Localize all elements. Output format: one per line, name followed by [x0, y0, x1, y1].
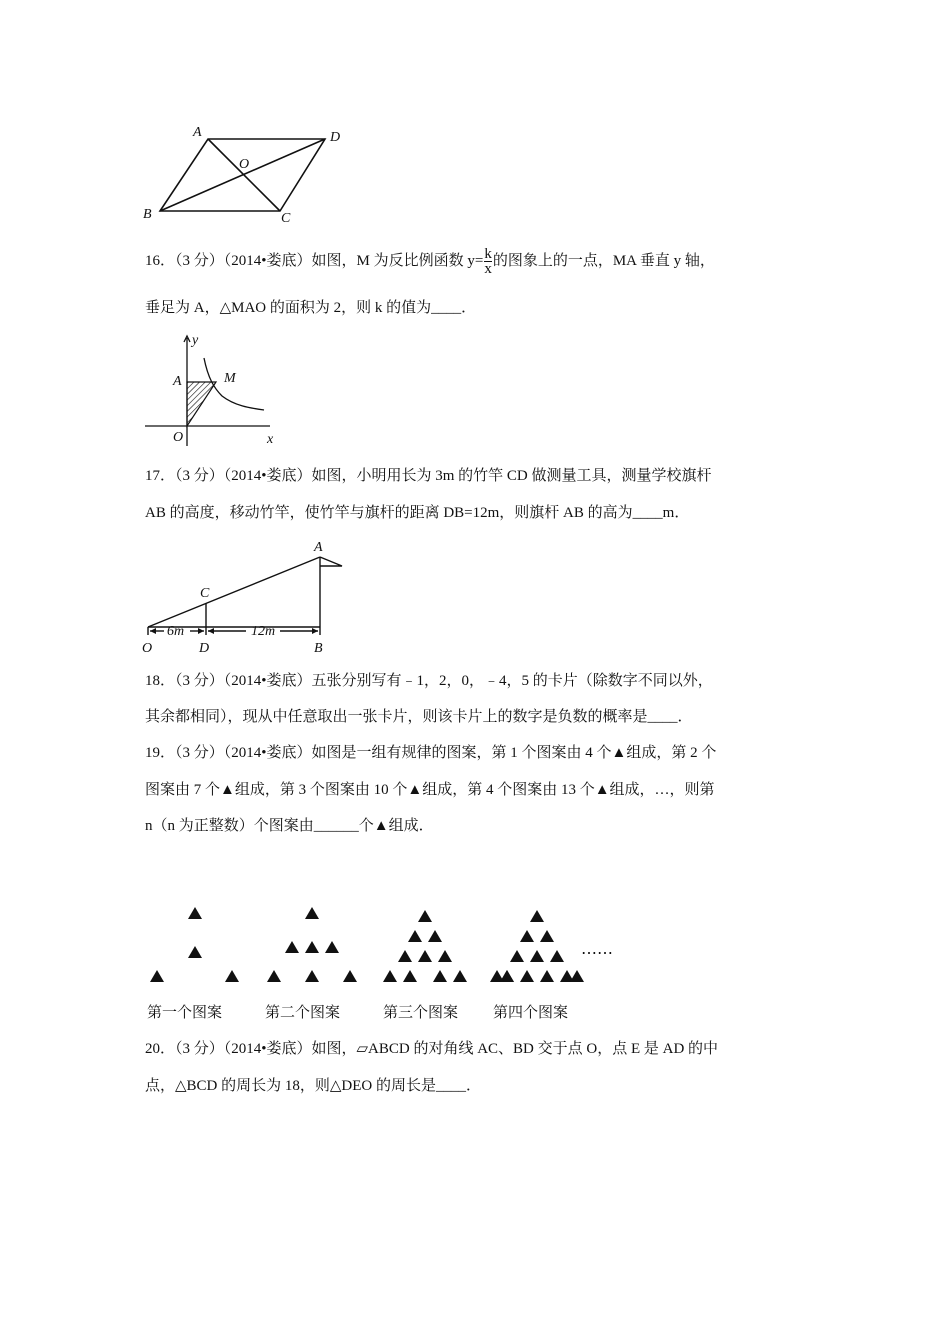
label-a: A	[314, 540, 323, 555]
q17-line2: AB 的高度，移动竹竿，使竹竿与旗杆的距离 DB=12m，则旗杆 AB 的高为____m．	[145, 505, 690, 521]
answer-blank: ____	[436, 1078, 466, 1094]
triangle-patterns-figure	[140, 900, 640, 992]
triangle-mark	[305, 907, 319, 919]
triangle-mark	[540, 930, 554, 942]
triangle-mark	[285, 941, 299, 953]
triangle-mark	[530, 910, 544, 922]
triangle-mark	[490, 970, 504, 982]
answer-blank: ____	[431, 300, 462, 316]
caption-pattern-1: 第一个图案	[147, 1003, 223, 1021]
q18-line1: 18．（3 分）（2014•娄底）五张分别写有﹣1，2，0，﹣4，5 的卡片（除数字不同以外，	[145, 673, 713, 689]
q17-line1: 17．（3 分）（2014•娄底）如图，小明用长为 3m 的竹竿 CD 做测量工具，测量学校旗杆	[145, 468, 712, 484]
q18-line2: 其余都相同），现从中任意取出一张卡片，则该卡片上的数字是负数的概率是____．	[145, 709, 693, 725]
label-c: C	[281, 211, 291, 226]
q19-line1: 19．（3 分）（2014•娄底）如图是一组有规律的图案，第 1 个图案由 4 个▲组成，第 2 个	[145, 745, 717, 761]
triangle-mark	[418, 950, 432, 962]
label-c: C	[200, 586, 210, 601]
triangle-mark	[433, 970, 447, 982]
triangle-mark	[188, 946, 202, 958]
label-b: B	[314, 641, 323, 656]
pattern-1	[150, 907, 239, 982]
label-d: D	[330, 130, 341, 145]
pattern-2	[267, 907, 357, 982]
triangle-mark	[428, 930, 442, 942]
label-12m: 12m	[251, 624, 276, 639]
triangle-mark	[540, 970, 554, 982]
triangle-mark	[418, 910, 432, 922]
triangle-mark	[305, 941, 319, 953]
sight-line	[148, 557, 320, 627]
caption-pattern-4: 第四个图案	[493, 1003, 569, 1021]
triangle-mark	[150, 970, 164, 982]
pattern-4	[490, 910, 584, 982]
label-y: y	[192, 333, 199, 348]
label-o: O	[142, 641, 153, 656]
label-o: O	[173, 430, 184, 445]
pattern-3	[383, 910, 467, 982]
triangle-mark	[570, 970, 584, 982]
q20-line1: 20．（3 分）（2014•娄底）如图，▱ABCD 的对角线 AC、BD 交于点 O，点 E 是 AD 的中	[145, 1041, 719, 1057]
answer-blank: ____	[647, 709, 678, 725]
triangle-mark	[520, 970, 534, 982]
triangle-mark	[530, 950, 544, 962]
triangle-mao	[187, 382, 216, 426]
label-a: A	[193, 125, 202, 140]
caption-pattern-3: 第三个图案	[383, 1003, 459, 1021]
answer-blank: ______	[313, 818, 359, 834]
q19-line2: 图案由 7 个▲组成，第 3 个图案由 10 个▲组成，第 4 个图案由 13 个▲组成，…，则第	[145, 782, 715, 798]
fraction-k-over-x: $\frac{k}{x}$	[484, 246, 492, 277]
triangle-mark	[550, 950, 564, 962]
label-m: M	[224, 371, 236, 386]
triangle-mark	[453, 970, 467, 982]
label-o: O	[239, 157, 250, 172]
caption-pattern-2: 第二个图案	[265, 1003, 341, 1021]
parallelogram-figure	[135, 118, 355, 228]
triangle-mark	[408, 930, 422, 942]
answer-blank: ____	[632, 505, 663, 521]
triangle-mark	[305, 970, 319, 982]
label-x: x	[267, 432, 274, 447]
label-6m: 6m	[167, 624, 185, 639]
triangle-mark	[398, 950, 412, 962]
hyperbola-figure	[140, 328, 290, 450]
ellipsis: ……	[581, 939, 613, 958]
triangle-mark	[267, 970, 281, 982]
label-d: D	[199, 641, 210, 656]
q19-line3: n（n 为正整数）个图案由______个▲组成．	[145, 818, 434, 834]
triangle-mark	[188, 907, 202, 919]
triangle-mark	[438, 950, 452, 962]
triangle-mark	[325, 941, 339, 953]
triangle-mark	[510, 950, 524, 962]
triangle-mark	[343, 970, 357, 982]
triangle-mark	[520, 930, 534, 942]
triangle-mark	[225, 970, 239, 982]
q16-line2: 垂足为 A，△MAO 的面积为 2，则 k 的值为____．	[145, 300, 477, 316]
q16-line1: 16．（3 分）（2014•娄底）如图，M 为反比例函数 y= $\frac{k}{x}$ 的图象上的一点，MA 垂直 y 轴，	[145, 246, 715, 277]
flag	[320, 557, 342, 566]
q20-line2: 点，△BCD 的周长为 18，则△DEO 的周长是____．	[145, 1078, 482, 1094]
triangle-mark	[403, 970, 417, 982]
label-a: A	[173, 374, 182, 389]
flagpole-figure	[138, 535, 353, 660]
label-b: B	[143, 207, 152, 222]
triangle-mark	[383, 970, 397, 982]
